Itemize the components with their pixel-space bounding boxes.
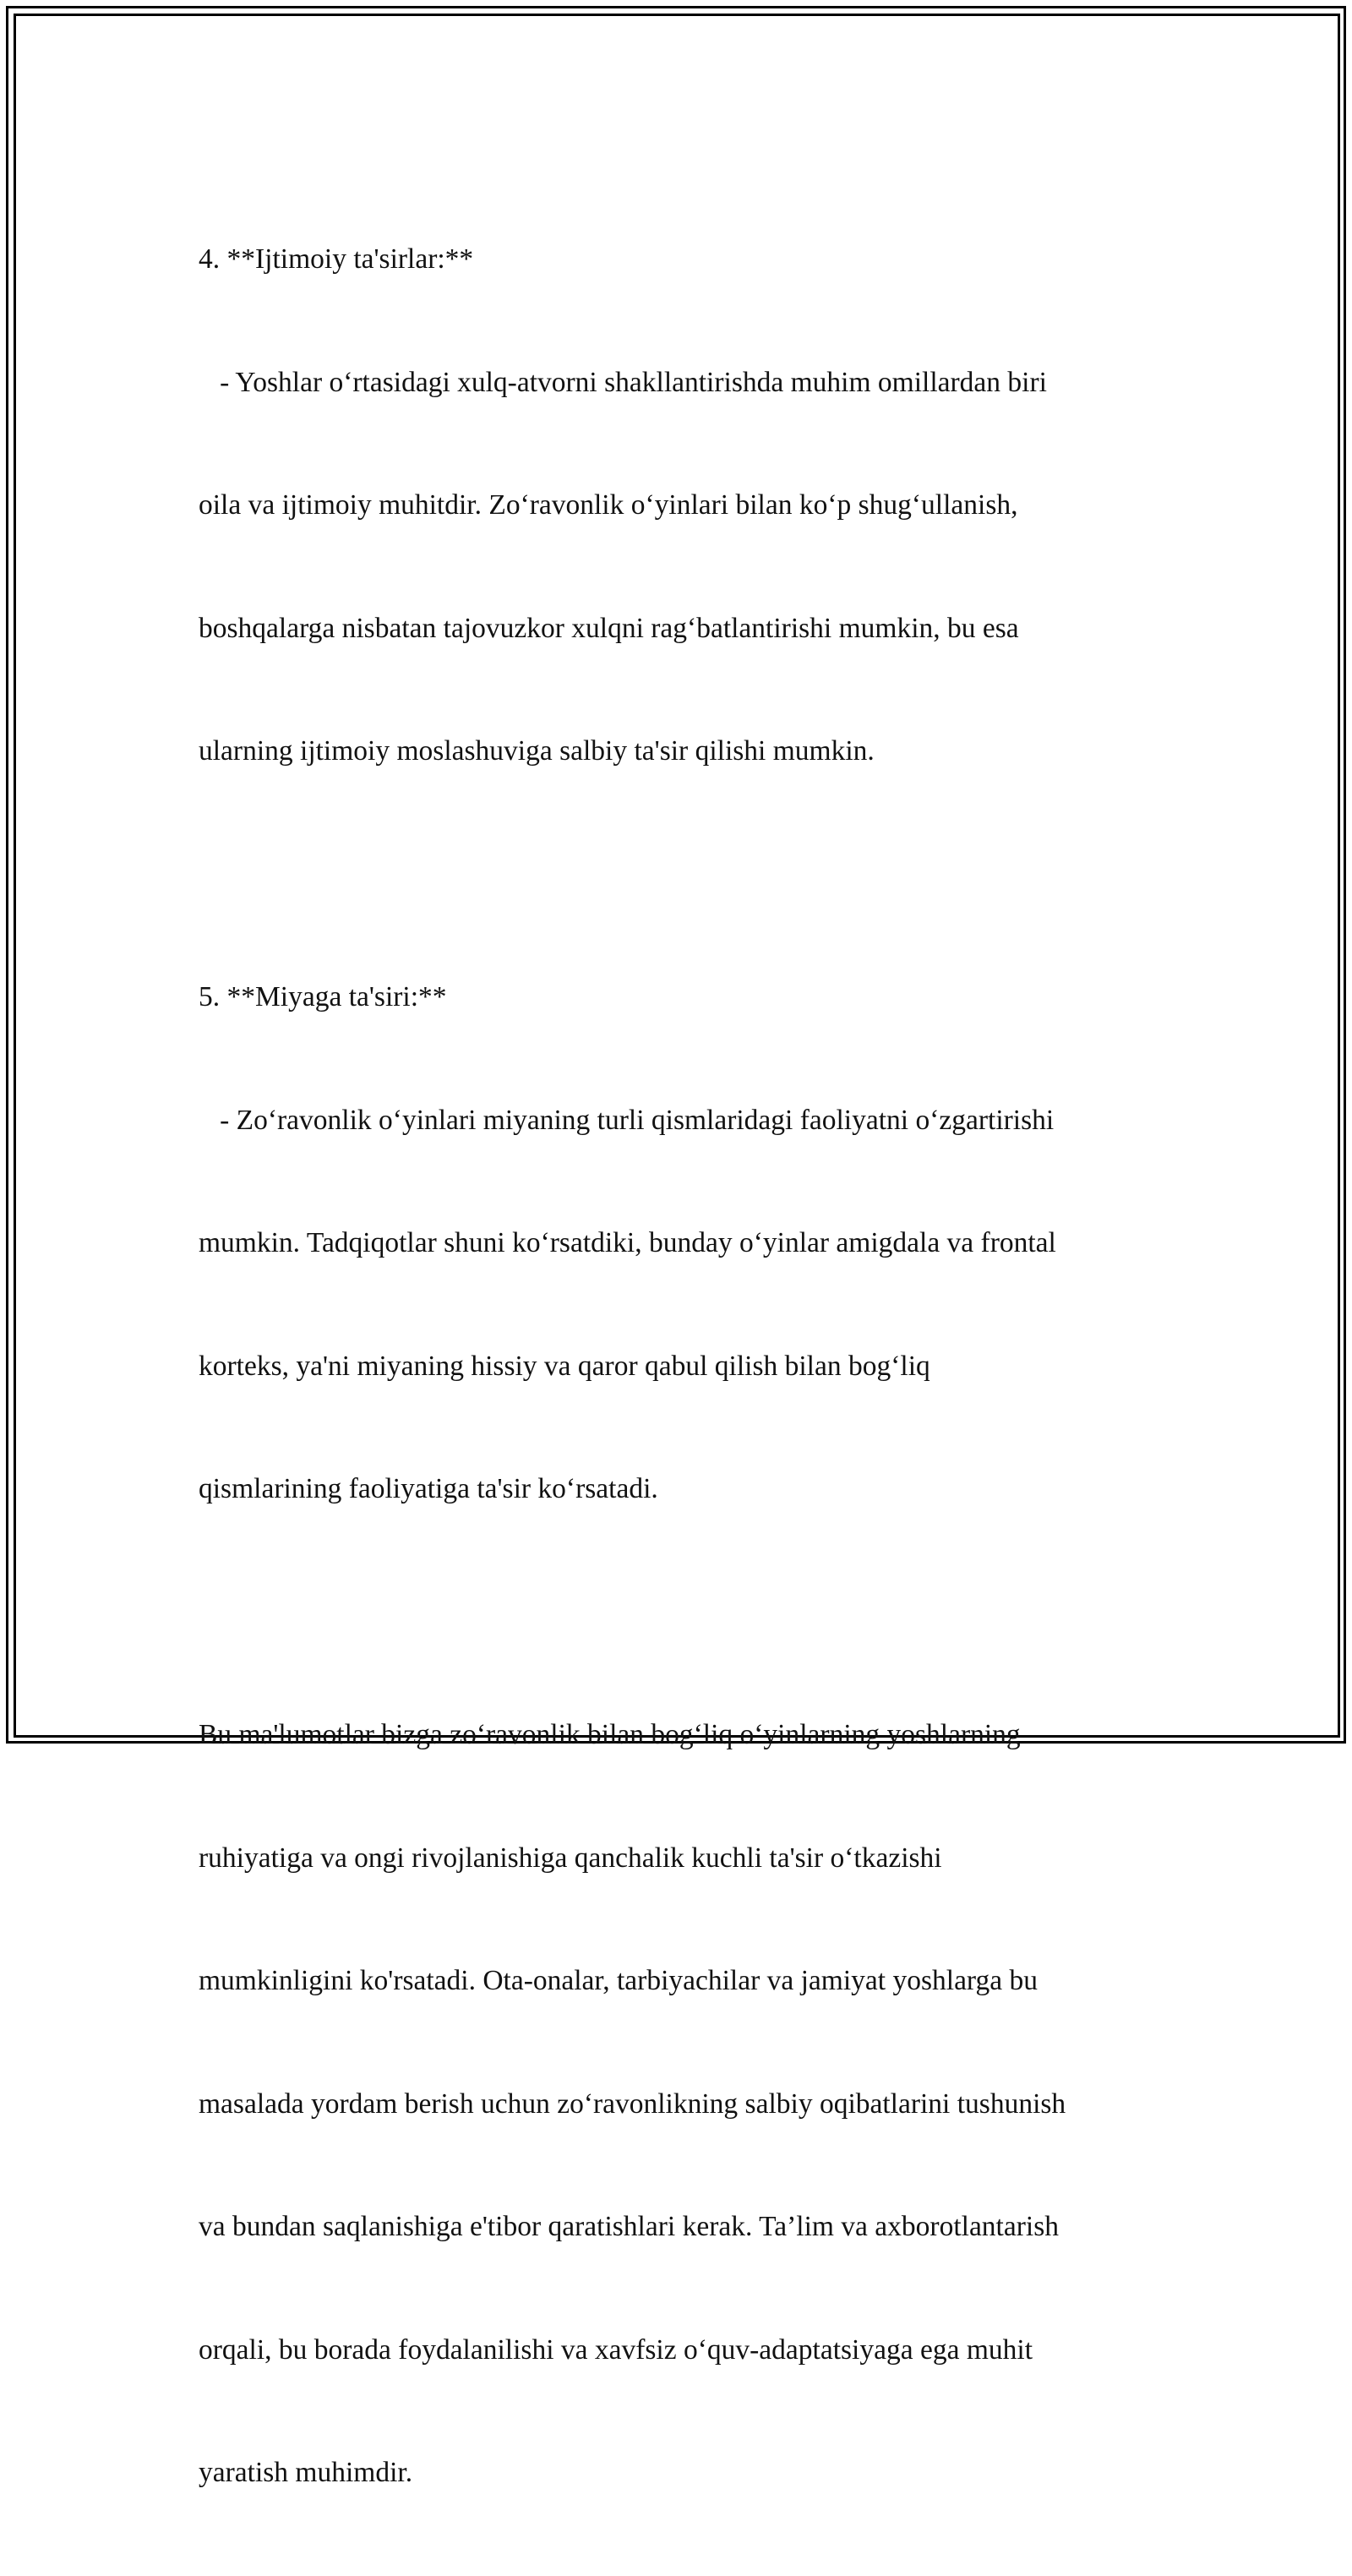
section-5-heading: 5. **Miyaga ta'siri:**: [199, 981, 447, 1012]
paragraph-spacer: [199, 854, 1162, 896]
section-5-line: qismlarining faoliyatiga ta'sir ko‘rsatadi.: [199, 1473, 658, 1504]
conclusion-line: masalada yordam berish uchun zo‘ravonlikning salbiy oqibatlarini tushunish: [199, 2088, 1066, 2120]
section-4: [199, 157, 1162, 854]
section-5-line: korteks, ya'ni miyaning hissiy va qaror qabul qilish bilan bog‘liq: [199, 1350, 930, 1382]
section-5-line: - Zo‘ravonlik o‘yinlari miyaning turli qismlaridagi faoliyatni o‘zgartirishi: [199, 1104, 1055, 1136]
conclusion-paragraph: [199, 1633, 1162, 2576]
conclusion-line: ruhiyatiga va ongi rivojlanishiga qanchalik kuchli ta'sir o‘tkazishi: [199, 1842, 942, 1874]
section-5: [199, 895, 1162, 1592]
conclusion-line: orqali, bu borada foydalanilishi va xavfsiz o‘quv-adaptatsiyaga ega muhit: [199, 2333, 1033, 2366]
section-4-line: - Yoshlar o‘rtasidagi xulq-atvorni shakllantirishda muhim omillardan biri: [199, 366, 1047, 398]
section-4-line: oila va ijtimoiy muhitdir. Zo‘ravonlik o‘yinlari bilan ko‘p shug‘ullanish,: [199, 489, 1018, 521]
conclusion-line: va bundan saqlanishiga e'tibor qaratishlari kerak. Ta’lim va axborotlantarish: [199, 2211, 1059, 2242]
conclusion-line: mumkinligini ko'rsatadi. Ota-onalar, tarbiyachilar va jamiyat yoshlarga bu: [199, 1965, 1038, 1996]
paragraph-spacer: [199, 1592, 1162, 1634]
document-body: [199, 157, 1162, 2576]
section-4-heading: 4. **Ijtimoiy ta'sirlar:**: [199, 243, 474, 275]
conclusion-line: Bu ma'lumotlar bizga zo‘ravonlik bilan bog‘liq o‘yinlarning yoshlarning: [199, 1719, 1021, 1750]
conclusion-line: yaratish muhimdir.: [199, 2457, 413, 2488]
section-4-line: ularning ijtimoiy moslashuviga salbiy ta'sir qilishi mumkin.: [199, 735, 875, 767]
section-5-line: mumkin. Tadqiqotlar shuni ko‘rsatdiki, bunday o‘yinlar amigdala va frontal: [199, 1227, 1056, 1258]
section-4-line: boshqalarga nisbatan tajovuzkor xulqni rag‘batlantirishi mumkin, bu esa: [199, 612, 1019, 644]
